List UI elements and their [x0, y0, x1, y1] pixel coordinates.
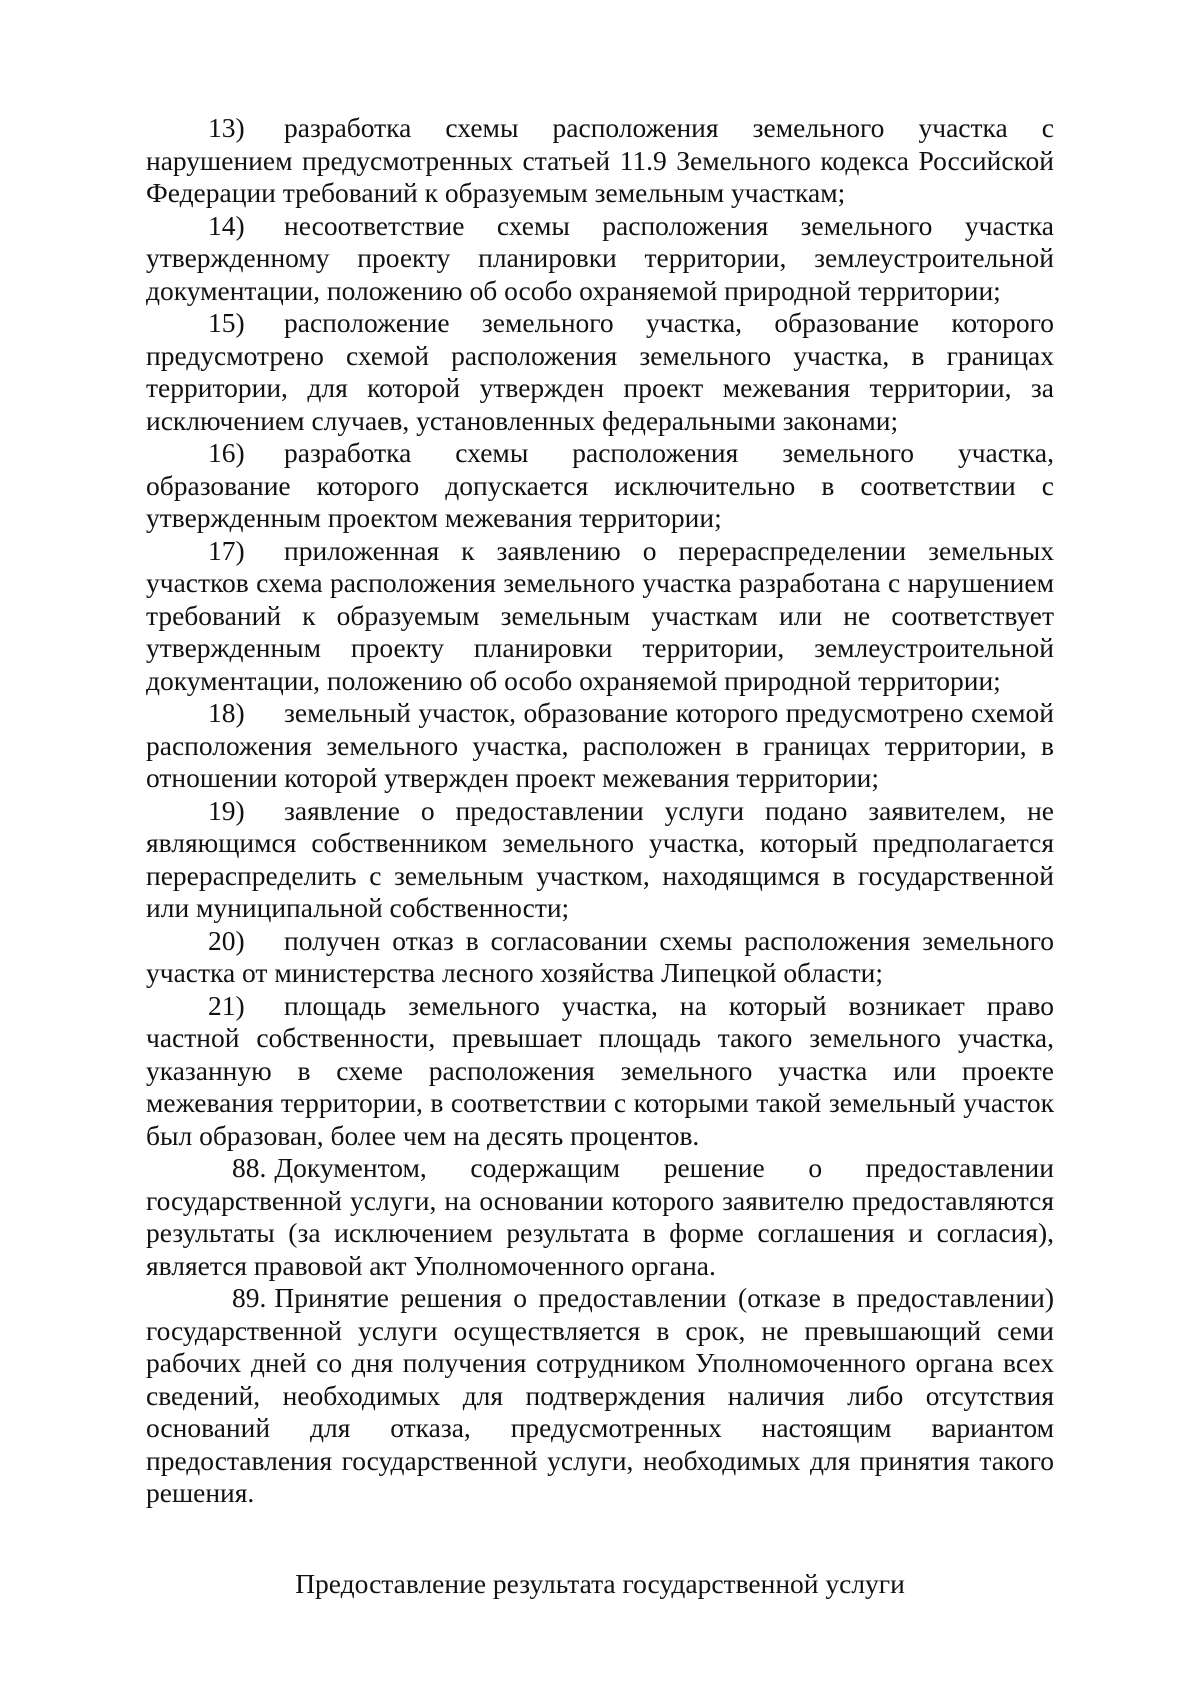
list-item-text: получен отказ в согласовании схемы расположения земельного участка от министерства лесного хозяйства Липецкой области; — [146, 924, 1054, 988]
list-item-15 — [146, 307, 1054, 437]
list-item-number: 19) — [208, 794, 245, 826]
list-item-17 — [146, 535, 1054, 698]
list-item-text: земельный участок, образование которого предусмотрено схемой расположения земельного участка, расположен в границах территории, в отношении которой утвержден проект межевания территории; — [146, 697, 1054, 793]
paragraph-88 — [146, 1152, 1054, 1282]
paragraph-text: Принятие решения о предоставлении (отказе в предоставлении) государственной услуги осуществляется в срок, не превышающий семи рабочих дней со дня получения сотрудником Уполномоченного органа всех сведений, необходимых для подтверждения наличия либо отсутствия оснований для отказа, предусмотренных настоящим вариантом предоставления государственной услуги, необходимых для принятия такого решения. — [146, 1282, 1054, 1508]
list-item-13 — [146, 112, 1054, 210]
paragraph-number: 89. — [232, 1282, 267, 1313]
paragraph-89 — [146, 1282, 1054, 1510]
list-item-number: 14) — [208, 209, 245, 241]
list-item-text: разработка схемы расположения земельного участка с нарушением предусмотренных статьей 11.9 Земельного кодекса Российской Федерации требований к образуемым земельным участкам; — [146, 112, 1054, 208]
list-item-19 — [146, 795, 1054, 925]
list-item-number: 17) — [208, 534, 245, 566]
list-item-number: 20) — [208, 924, 245, 956]
list-item-21 — [146, 990, 1054, 1153]
list-item-number: 16) — [208, 437, 245, 468]
list-item-text: несоответствие схемы расположения земельного участка утвержденному проекту планировки территории, землеустроительной документации, положению об особо охраняемой природной территории; — [146, 209, 1054, 306]
list-item-text: заявление о предоставлении услуги подано заявителем, не являющимся собственником земельного участка, который предполагается перераспределить с земельным участком, находящимся в государственной или муниципальной собственности; — [146, 794, 1054, 923]
list-item-14 — [146, 210, 1054, 308]
list-item-16 — [146, 437, 1054, 535]
section-heading: Предоставление результата государственной услуги — [295, 1567, 905, 1599]
list-item-text: расположение земельного участка, образование которого предусмотрено схемой расположения земельного участка, в границах территории, для которой утвержден проект межевания территории, за исключением случаев, установленных федеральными законами; — [146, 307, 1054, 436]
list-item-number: 13) — [208, 112, 245, 143]
list-item-number: 18) — [208, 697, 245, 728]
paragraph-number: 88. — [232, 1152, 267, 1183]
list-item-text: приложенная к заявлению о перераспределении земельных участков схема расположения земельного участка разработана с нарушением требований к образуемым земельным участкам или не соответствует утвержденным проекту планировки территории, землеустроительной документации, положению об особо охраняемой природной территории; — [146, 534, 1054, 696]
list-item-number: 15) — [208, 307, 245, 338]
list-item-number: 21) — [208, 989, 245, 1021]
list-item-20 — [146, 925, 1054, 990]
list-item-text: разработка схемы расположения земельного участка, образование которого допускается исключительно в соответствии с утвержденным проектом межевания территории; — [146, 437, 1054, 533]
document-body — [146, 112, 1054, 1600]
list-item-18 — [146, 697, 1054, 795]
list-item-text: площадь земельного участка, на который возникает право частной собственности, превышает площадь такого земельного участка, указанную в схеме расположения земельного участка или проекте межевания территории, в соответствии с которыми такой земельный участок был образован, более чем на десять процентов. — [146, 989, 1054, 1151]
paragraph-text: Документом, содержащим решение о предоставлении государственной услуги, на основании которого заявителю предоставляются результаты (за исключением результата в форме соглашения и согласия), является правовой акт Уполномоченного органа. — [146, 1152, 1054, 1281]
